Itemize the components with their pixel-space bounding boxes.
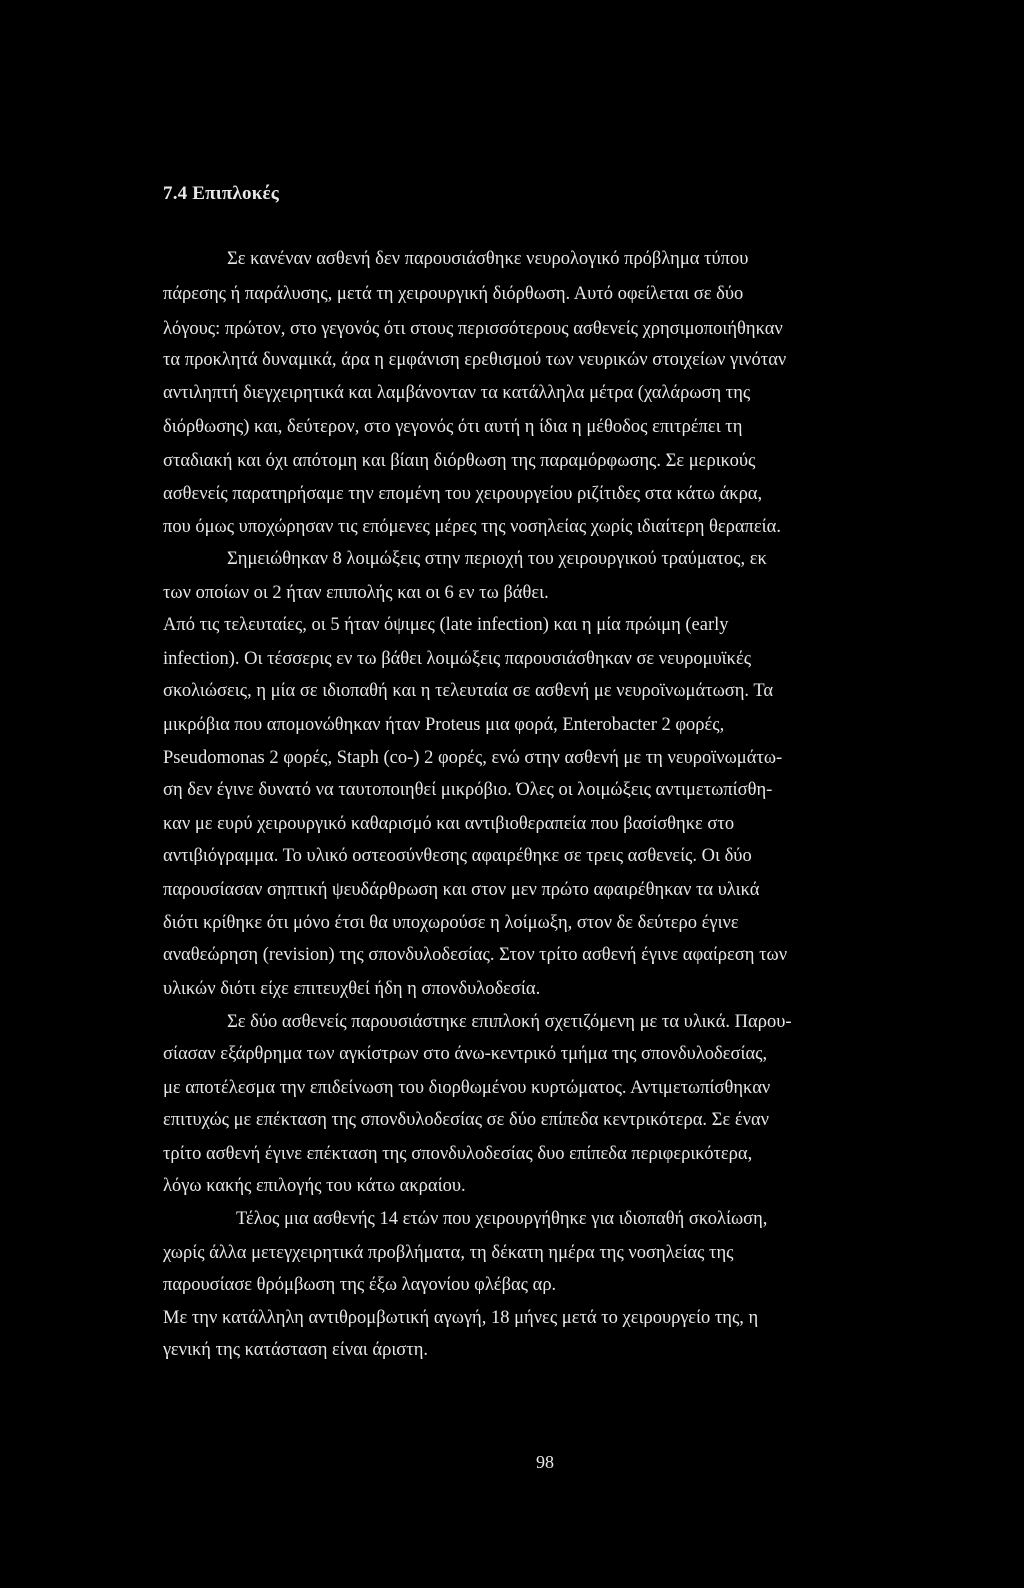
text-line: Σημειώθηκαν 8 λοιμώξεις στην περιοχή του χειρουργικού τραύματος, εκ — [227, 549, 767, 569]
text-line: διόρθωσης) και, δεύτερον, στο γεγονός ότι αυτή η ίδια η μέθοδος επιτρέπει τη — [163, 417, 743, 437]
section-heading: 7.4 Επιπλοκές — [163, 183, 279, 204]
text-line: Από τις τελευταίες, οι 5 ήταν όψιμες (late infection) και η μία πρώιμη (early — [163, 615, 729, 635]
text-line: αντιβιόγραμμα. Το υλικό οστεοσύνθεσης αφαιρέθηκε σε τρεις ασθενείς. Οι δύο — [163, 846, 752, 866]
text-line: infection). Οι τέσσερις εν τω βάθει λοιμώξεις παρουσιάσθηκαν σε νευρομυϊκές — [163, 649, 752, 669]
text-line: επιτυχώς με επέκταση της σπονδυλοδεσίας σε δύο επίπεδα κεντρικότερα. Σε έναν — [163, 1110, 770, 1130]
text-line: καν με ευρύ χειρουργικό καθαρισμό και αντιβιοθεραπεία που βασίσθηκε στο — [163, 814, 735, 834]
text-line: με αποτέλεσμα την επιδείνωση του διορθωμένου κυρτώματος. Αντιμετωπίσθηκαν — [163, 1078, 771, 1098]
text-line: των οποίων οι 2 ήταν επιπολής και οι 6 εν τω βάθει. — [163, 583, 549, 603]
text-line: σταδιακή και όχι απότομη και βίαιη διόρθωση της παραμόρφωσης. Σε μερικούς — [163, 451, 756, 471]
text-line: Τέλος μια ασθενής 14 ετών που χειρουργήθηκε για ιδιοπαθή σκολίωση, — [236, 1209, 768, 1229]
text-line: υλικών διότι είχε επιτευχθεί ήδη η σπονδυλοδεσία. — [163, 979, 541, 999]
text-line: Σε δύο ασθενείς παρουσιάστηκε επιπλοκή σχετιζόμενη με τα υλικά. Παρου- — [227, 1012, 792, 1032]
text-line: σκολιώσεις, η μία σε ιδιοπαθή και η τελευταία σε ασθενή με νευροϊνωμάτωση. Τα — [163, 681, 774, 701]
text-line: σίασαν εξάρθρημα των αγκίστρων στο άνω-κεντρικό τμήμα της σπονδυλοδεσίας, — [163, 1044, 768, 1064]
text-line: τα προκλητά δυναμικά, άρα η εμφάνιση ερεθισμού των νευρικών στοιχείων γινόταν — [163, 350, 787, 370]
text-line: διότι κρίθηκε ότι μόνο έτσι θα υποχωρούσε η λοίμωξη, στον δε δεύτερο έγινε — [163, 913, 739, 933]
text-line: παρουσίασαν σηπτική ψευδάρθρωση και στον μεν πρώτο αφαιρέθηκαν τα υλικά — [163, 880, 760, 900]
text-line: Pseudomonas 2 φορές, Staph (co-) 2 φορές, ενώ στην ασθενή με τη νευροϊνωμάτω- — [163, 748, 783, 768]
text-line: Σε κανέναν ασθενή δεν παρουσιάσθηκε νευρολογικό πρόβλημα τύπου — [227, 249, 749, 269]
text-line: μικρόβια που απομονώθηκαν ήταν Proteus μια φορά, Enterobacter 2 φορές, — [163, 715, 725, 735]
text-line: τρίτο ασθενή έγινε επέκταση της σπονδυλοδεσίας δυο επίπεδα περιφερικότερα, — [163, 1144, 753, 1164]
text-line: πάρεσης ή παράλυσης, μετά τη χειρουργική διόρθωση. Αυτό οφείλεται σε δύο — [163, 284, 744, 304]
text-line: παρουσίασε θρόμβωση της έξω λαγονίου φλέβας αρ. — [163, 1275, 557, 1295]
text-line: λόγω κακής επιλογής του κάτω ακραίου. — [163, 1176, 466, 1196]
text-line: αναθεώρηση (revision) της σπονδυλοδεσίας. Στον τρίτο ασθενή έγινε αφαίρεση των — [163, 945, 788, 965]
text-line: ασθενείς παρατηρήσαμε την επομένη του χειρουργείου ριζίτιδες στα κάτω άκρα, — [163, 484, 763, 504]
page-number: 98 — [536, 1452, 554, 1472]
text-line: Με την κατάλληλη αντιθρομβωτική αγωγή, 18 μήνες μετά το χειρουργείο της, η — [163, 1308, 759, 1328]
text-line: ση δεν έγινε δυνατό να ταυτοποιηθεί μικρόβιο. Όλες οι λοιμώξεις αντιμετωπίσθη- — [163, 780, 773, 800]
text-line: χωρίς άλλα μετεγχειρητικά προβλήματα, τη δέκατη ημέρα της νοσηλείας της — [163, 1243, 734, 1263]
text-line: που όμως υποχώρησαν τις επόμενες μέρες της νοσηλείας χωρίς ιδιαίτερη θεραπεία. — [163, 517, 781, 537]
text-line: γενική της κατάσταση είναι άριστη. — [163, 1340, 429, 1360]
text-line: αντιληπτή διεγχειρητικά και λαμβάνονταν τα κατάλληλα μέτρα (χαλάρωση της — [163, 383, 751, 403]
text-line: λόγους: πρώτον, στο γεγονός ότι στους περισσότερους ασθενείς χρησιμοποιήθηκαν — [163, 319, 783, 339]
